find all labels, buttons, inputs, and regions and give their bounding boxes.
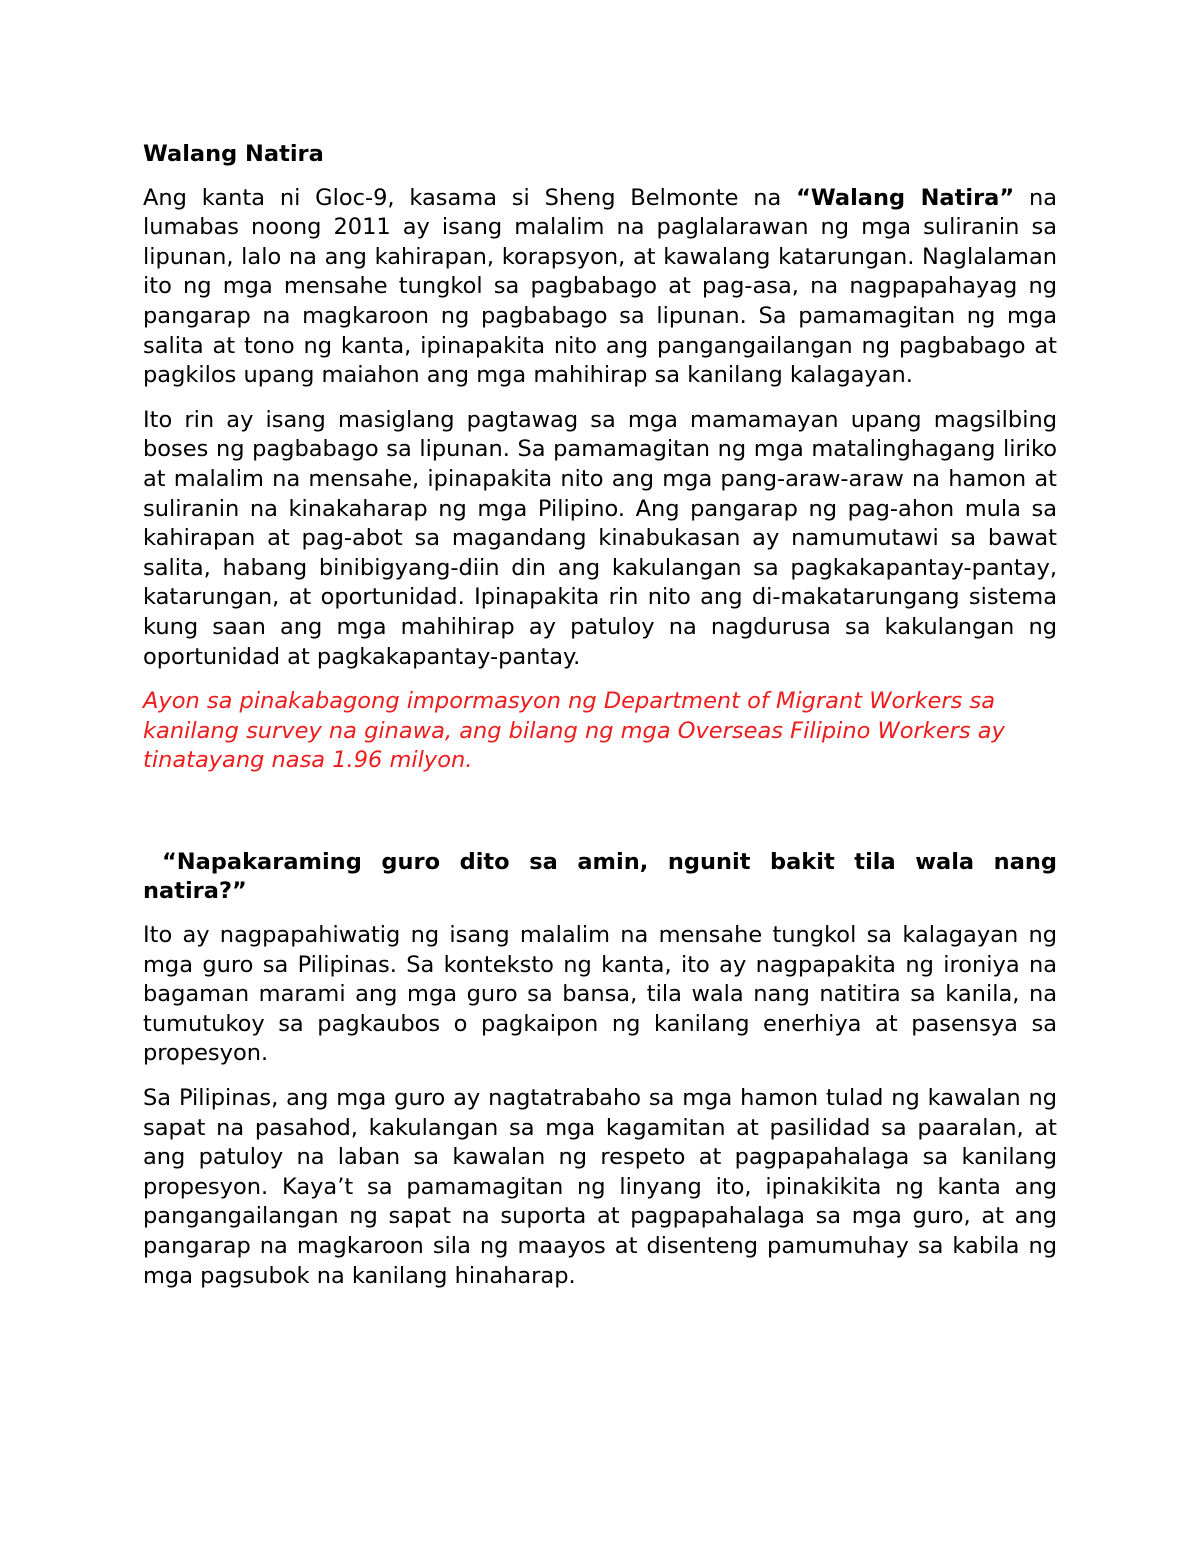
document-title: Walang Natira: [143, 141, 324, 167]
paragraph-teachers-challenges: Sa Pilipinas, ang mga guro ay nagtatrabaho sa mga hamon tulad ng kawalan ng sapat na pasahod, kakulangan sa mga kagamitan at pasilidad sa paaralan, at ang patuloy na laban sa kawalan ng respeto at pagpapahalaga sa kanilang propesyon. Kaya’t sa pamamagitan ng linyang ito, ipinakikita ng kanta ang pangangailangan ng sapat na suporta at pagpapahalaga sa mga guro, at ang pangarap na magkaroon sila ng maayos at disenteng pamumuhay sa kabila ng mga pagsubok na kanilang hinaharap.: [143, 1085, 1057, 1289]
highlighted-statistic: Ayon sa pinakabagong impormasyon ng Department of Migrant Workers sa kanilang survey na ginawa, ang bilang ng mga Overseas Filipino Workers ay tinatayang nasa 1.96 milyon.: [143, 688, 1005, 774]
paragraph-intro-rest: na lumabas noong 2011 ay isang malalim na paglalarawan ng mga suliranin sa lipunan, lalo na ang kahirapan, korapsyon, at kawalang katarungan. Naglalaman ito ng mga mensahe tungkol sa pagbabago at pag-asa, na nagpapahayag ng pangarap na magkaroon ng pagbabago sa lipunan. Sa pamamagitan ng mga salita at tono ng kanta, ipinapakita nito ang pangangailangan ng pagbabago at pagkilos upang maiahon ang mga mahihirap sa kanilang kalagayan.: [143, 184, 1058, 389]
lyric-quote: “Napakaraming guro dito sa amin, ngunit bakit tila wala nang natira?”: [143, 848, 1057, 905]
document-page: [143, 140, 1057, 1306]
paragraph-call-to-action: Ito rin ay isang masiglang pagtawag sa mga mamamayan upang magsilbing boses ng pagbabago sa lipunan. Sa pamamagitan ng mga matalinghagang liriko at malalim na mensahe, ipinapakita nito ang mga pang-araw-araw na hamon at suliranin na kinakaharap ng mga Pilipino. Ang pangarap ng pag-ahon mula sa kahirapan at pag-abot sa magandang kinabukasan ay namumutawi sa bawat salita, habang binibigyang-diin din ang kakulangan sa pagkakapantay-pantay, katarungan, at oportunidad. Ipinapakita rin nito ang di-makatarungang sistema kung saan ang mga mahihirap ay patuloy na nagdurusa sa kakulangan ng oportunidad at pagkakapantay-pantay.: [143, 406, 1057, 670]
song-title-inline: “Walang Natira”: [796, 184, 1015, 211]
paragraph-intro-start: Ang kanta ni Gloc-9, kasama si Sheng Belmonte na: [143, 184, 797, 211]
paragraph-teachers-meaning: Ito ay nagpapahiwatig ng isang malalim na mensahe tungkol sa kalagayan ng mga guro sa Pilipinas. Sa konteksto ng kanta, ito ay nagpapakita ng ironiya na bagaman marami ang mga guro sa bansa, tila wala nang natitira sa kanila, na tumutukoy sa pagkaubos o pagkaipon ng kanilang enerhiya at pasensya sa propesyon.: [143, 922, 1057, 1067]
paragraph-intro: [143, 184, 1057, 391]
